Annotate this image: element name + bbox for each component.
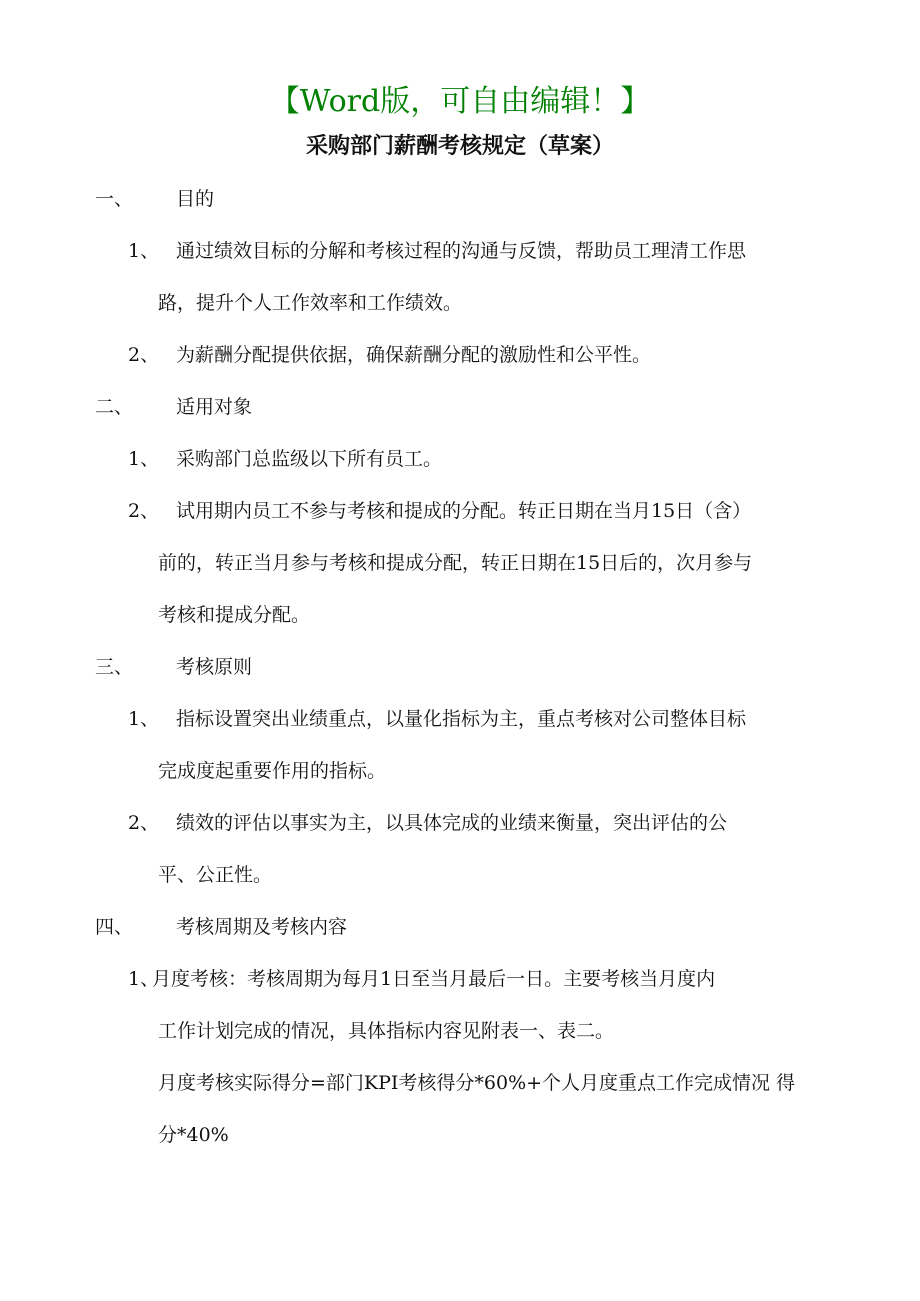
section-number: 二、: [95, 396, 134, 418]
section-heading: 考核原则: [176, 656, 253, 678]
item-text-line: 前的，转正当月参与考核和提成分配，转正日期在15日后的，次月参与: [158, 552, 753, 574]
section-number: 四、: [95, 916, 134, 938]
item-text-line: 采购部门总监级以下所有员工。: [176, 448, 443, 470]
word-editable-banner: 【Word版，可自由编辑！】: [269, 84, 651, 119]
section-heading: 考核周期及考核内容: [176, 916, 348, 938]
item-text-line: 路，提升个人工作效率和工作绩效。: [158, 292, 463, 314]
item-text-line: 指标设置突出业绩重点，以量化指标为主，重点考核对公司整体目标: [176, 708, 747, 730]
item-text-line: 分*40%: [158, 1124, 229, 1146]
item-text-line: 平、公正性。: [158, 864, 273, 886]
item-text-line: 月度考核实际得分=部门KPI考核得分*60%+个人月度重点工作完成情况 得: [158, 1072, 796, 1094]
item-number: 1、: [128, 968, 160, 990]
section-number: 三、: [95, 656, 134, 678]
item-text-line: 为薪酬分配提供依据，确保薪酬分配的激励性和公平性。: [176, 344, 652, 366]
item-number: 2、: [128, 344, 160, 366]
item-text-line: 考核和提成分配。: [158, 604, 311, 626]
item-text-line: 完成度起重要作用的指标。: [158, 760, 387, 782]
section-number: 一、: [95, 188, 134, 210]
item-number: 2、: [128, 812, 160, 834]
section-heading: 目的: [176, 188, 215, 210]
item-text-line: 试用期内员工不参与考核和提成的分配。转正日期在当月15日（含）: [176, 500, 752, 522]
section-heading: 适用对象: [176, 396, 253, 418]
item-text-line: 通过绩效目标的分解和考核过程的沟通与反馈，帮助员工理清工作思: [176, 240, 747, 262]
item-text-line: 工作计划完成的情况，具体指标内容见附表一、表二。: [158, 1020, 615, 1042]
item-text-line: 月度考核：考核周期为每月1日至当月最后一日。主要考核当月度内: [152, 968, 716, 990]
document-title: 采购部门薪酬考核规定（草案）: [305, 134, 614, 159]
item-number: 2、: [128, 500, 160, 522]
item-text-line: 绩效的评估以事实为主，以具体完成的业绩来衡量，突出评估的公: [176, 812, 728, 834]
item-number: 1、: [128, 708, 160, 730]
item-number: 1、: [128, 240, 160, 262]
item-number: 1、: [128, 448, 160, 470]
